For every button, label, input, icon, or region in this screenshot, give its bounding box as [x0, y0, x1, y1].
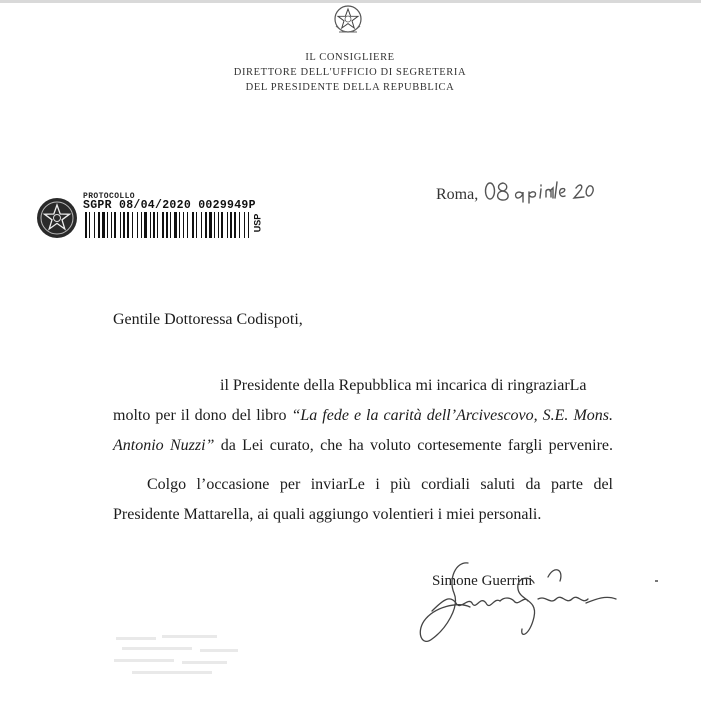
- scan-speck: [655, 580, 658, 582]
- signer-name: Simone Guerrini: [432, 573, 533, 589]
- letterhead-line-3: DEL PRESIDENTE DELLA REPUBBLICA: [245, 82, 455, 93]
- barcode-icon: [85, 212, 251, 238]
- book-title-part-2: Antonio Nuzzi”: [113, 437, 215, 454]
- italian-republic-emblem-icon: [331, 2, 365, 38]
- paragraph-2-line-2: Presidente Mattarella, ai quali aggiungo volentieri i miei personali.: [113, 506, 542, 523]
- protocol-seal-icon: [35, 196, 79, 240]
- handwritten-signature: [410, 555, 625, 655]
- paragraph-2: [113, 470, 613, 530]
- letterhead: [180, 50, 520, 95]
- paragraph-2-line-1: Colgo l’occasione per inviarLe i più cordiali saluti da parte del: [147, 476, 613, 493]
- protocol-stamp: [35, 192, 275, 244]
- scan-smudge: [112, 631, 247, 681]
- paragraph-1-line-3-text: da Lei curato, che ha voluto cortesemente fargli pervenire.: [214, 437, 613, 454]
- book-title-part-1: “La fede e la carità dell’Arcivescovo, S.E. Mons.: [291, 407, 613, 424]
- protocol-label: PROTOCOLLO: [83, 192, 136, 201]
- paragraph-1: [113, 371, 613, 461]
- salutation: Gentile Dottoressa Codispoti,: [113, 311, 303, 328]
- paragraph-1-line-3: [113, 431, 613, 461]
- handwritten-date: [483, 176, 613, 208]
- protocol-code: USP: [252, 213, 263, 233]
- date-place: Roma,: [436, 186, 479, 203]
- paragraph-1-line-1: il Presidente della Repubblica mi incarica di ringraziarLa: [220, 377, 587, 394]
- letterhead-line-1: IL CONSIGLIERE: [305, 52, 395, 63]
- protocol-id: SGPR 08/04/2020 0029949P: [83, 199, 256, 212]
- paragraph-1-line-2: [113, 401, 613, 431]
- letterhead-line-2: DIRETTORE DELL'UFFICIO DI SEGRETERIA: [233, 67, 467, 78]
- paragraph-1-line-2-text: molto per il dono del libro: [113, 407, 292, 424]
